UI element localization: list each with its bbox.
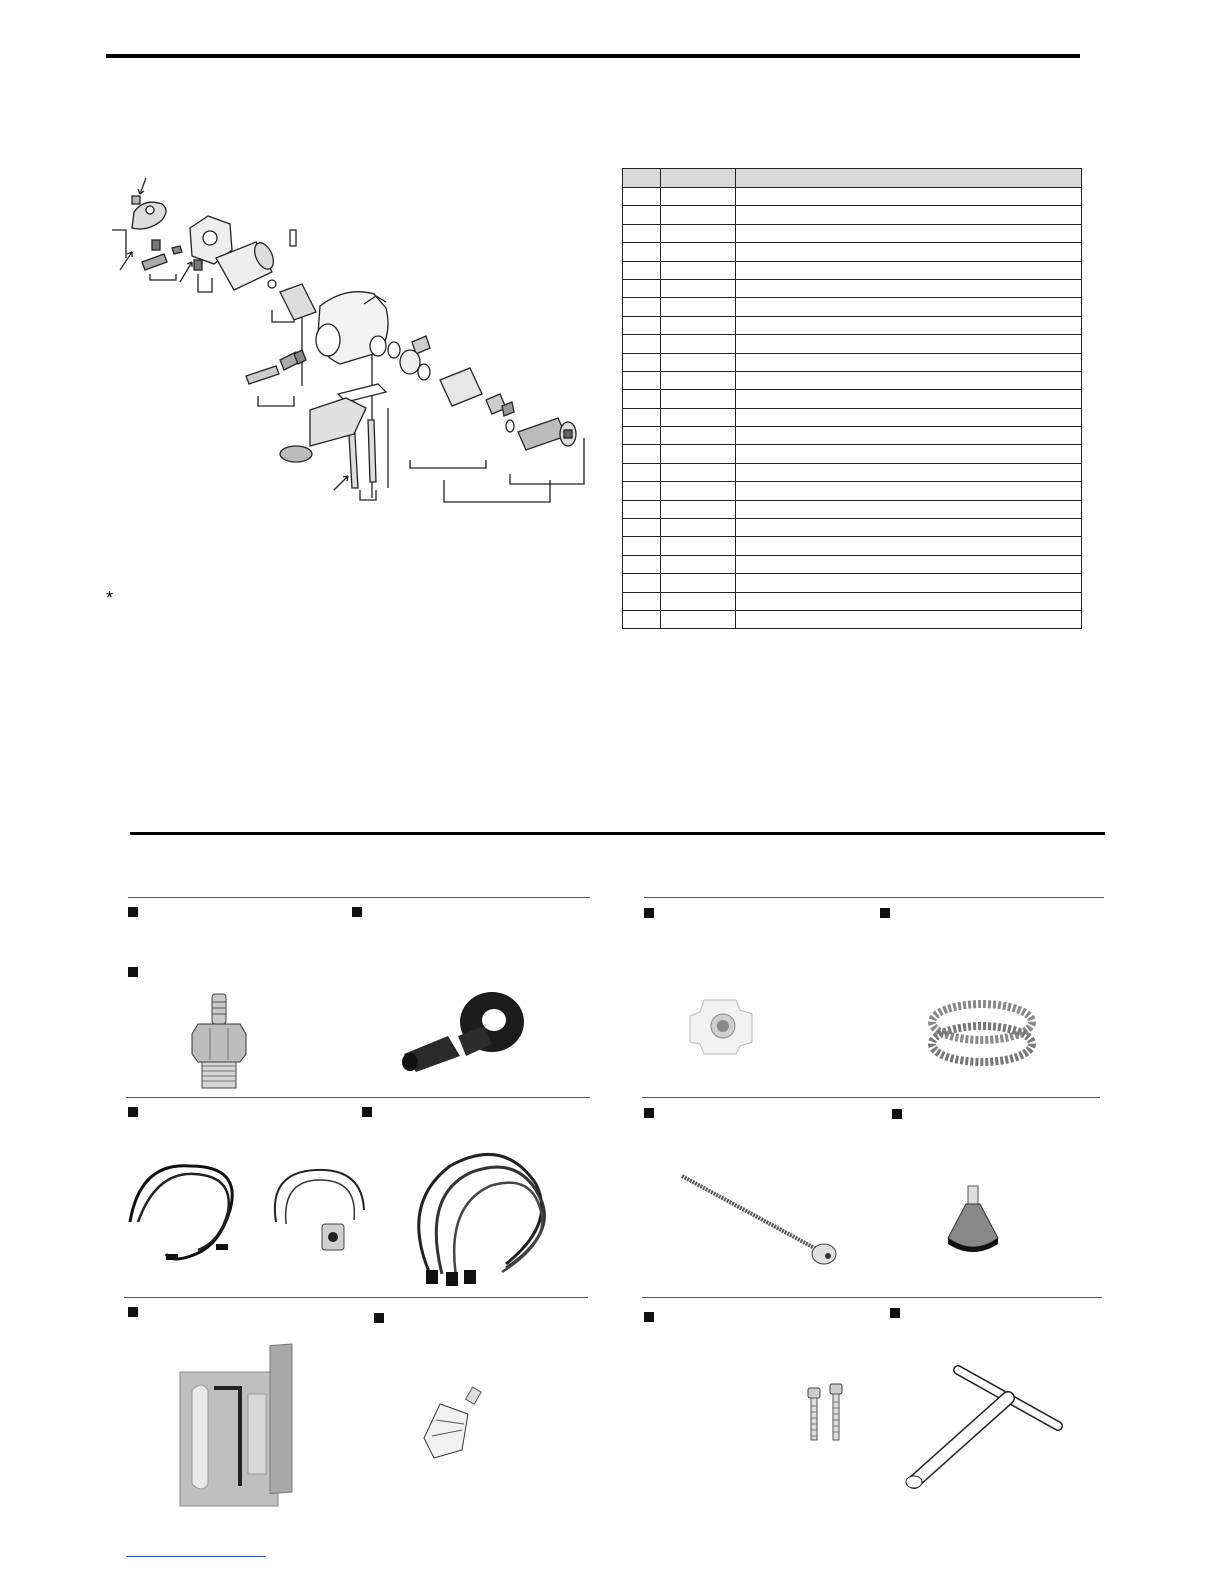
parts-table-row: [623, 519, 1082, 537]
bullet-square: [892, 1109, 902, 1119]
parts-table-cell: [661, 427, 736, 445]
parts-table-row: [623, 537, 1082, 555]
parts-table-header: [623, 169, 1082, 188]
parts-table-cell: [623, 206, 661, 224]
header-cell-description: [736, 169, 1082, 188]
parts-table-cell: [623, 445, 661, 463]
bullet-square: [374, 1313, 384, 1323]
parts-table-cell: [661, 592, 736, 610]
parts-table-cell: [623, 500, 661, 518]
parts-table-row: [623, 279, 1082, 297]
parts-table-cell: [736, 188, 1082, 206]
needle-valve-rod-image: [678, 1170, 842, 1268]
parts-table-cell: [661, 574, 736, 592]
parts-table-cell: [623, 261, 661, 279]
bullet-square: [890, 1308, 900, 1318]
parts-table-cell: [661, 224, 736, 242]
parts-table-row: [623, 224, 1082, 242]
bullet-square: [644, 1108, 654, 1118]
divider: [642, 1297, 1102, 1298]
bullet-square: [128, 907, 138, 917]
header-cell-no: [623, 169, 661, 188]
bullet-square: [880, 908, 890, 918]
parts-table-cell: [661, 243, 736, 261]
parts-table-cell: [736, 316, 1082, 334]
parts-table-cell: [623, 482, 661, 500]
parts-table-cell: [736, 555, 1082, 573]
parts-table-cell: [623, 592, 661, 610]
parts-table-cell: [736, 390, 1082, 408]
parts-table-cell: [736, 408, 1082, 426]
bullet-square: [362, 1107, 372, 1117]
divider: [642, 1097, 1100, 1098]
parts-table-cell: [623, 555, 661, 573]
parts-table-cell: [736, 537, 1082, 555]
parts-table-cell: [736, 445, 1082, 463]
bullet-square: [644, 908, 654, 918]
parts-table-row: [623, 261, 1082, 279]
lead-cables-image: [406, 1152, 554, 1286]
hex-wrench-set-image: [178, 1350, 302, 1508]
parts-table-row: [623, 335, 1082, 353]
parts-table-cell: [623, 224, 661, 242]
prop-nut-washer-image: [398, 990, 530, 1072]
parts-table-cell: [623, 279, 661, 297]
parts-table-cell: [736, 224, 1082, 242]
bullet-square: [352, 907, 362, 917]
parts-table-cell: [661, 408, 736, 426]
parts-table-cell: [736, 482, 1082, 500]
divider: [644, 897, 1104, 898]
carburetor-exploded-diagram: [106, 170, 596, 520]
divider: [124, 1297, 588, 1298]
parts-table-row: [623, 592, 1082, 610]
parts-table-cell: [736, 335, 1082, 353]
parts-table-cell: [623, 316, 661, 334]
cap-screws-image: [804, 1382, 856, 1444]
parts-table: [622, 168, 1082, 629]
parts-table-cell: [661, 610, 736, 628]
parts-table-cell: [661, 371, 736, 389]
battery-leads-image: [126, 1158, 374, 1270]
parts-table-row: [623, 390, 1082, 408]
parts-table-cell: [661, 482, 736, 500]
parts-table-cell: [736, 463, 1082, 481]
parts-table-cell: [736, 206, 1082, 224]
bullet-square: [128, 1107, 138, 1117]
parts-table-cell: [623, 335, 661, 353]
parts-table-cell: [736, 592, 1082, 610]
parts-table-row: [623, 482, 1082, 500]
parts-table-row: [623, 408, 1082, 426]
parts-table-cell: [736, 261, 1082, 279]
parts-table-cell: [623, 463, 661, 481]
parts-table-cell: [736, 371, 1082, 389]
parts-table-cell: [736, 500, 1082, 518]
parts-table-row: [623, 427, 1082, 445]
parts-table-cell: [623, 537, 661, 555]
parts-table-cell: [661, 390, 736, 408]
parts-table-cell: [736, 298, 1082, 316]
parts-table-cell: [736, 353, 1082, 371]
parts-table-cell: [623, 371, 661, 389]
parts-table-cell: [736, 610, 1082, 628]
footnote-asterisk: *: [106, 588, 114, 608]
parts-table-cell: [661, 188, 736, 206]
parts-table-cell: [661, 445, 736, 463]
parts-table-cell: [661, 555, 736, 573]
lock-washers-image: [928, 1000, 1036, 1066]
t-wrench-image: [900, 1366, 1064, 1492]
divider: [126, 1097, 590, 1098]
glow-plug-image: [190, 994, 250, 1090]
fuel-filter-image: [422, 1386, 486, 1462]
parts-table-cell: [661, 463, 736, 481]
parts-table-cell: [661, 261, 736, 279]
divider: [128, 897, 590, 898]
parts-table-cell: [623, 188, 661, 206]
parts-table-cell: [736, 574, 1082, 592]
parts-table-cell: [661, 316, 736, 334]
footer-link-underline[interactable]: [126, 1556, 266, 1557]
header-rule: [106, 54, 1080, 58]
parts-table-row: [623, 316, 1082, 334]
parts-table-cell: [623, 243, 661, 261]
header-cell-code: [661, 169, 736, 188]
parts-table-cell: [623, 298, 661, 316]
parts-table-cell: [623, 390, 661, 408]
parts-table-row: [623, 500, 1082, 518]
parts-table-row: [623, 371, 1082, 389]
parts-table-cell: [623, 408, 661, 426]
parts-table-cell: [661, 537, 736, 555]
parts-table-cell: [736, 279, 1082, 297]
parts-table-cell: [736, 427, 1082, 445]
parts-table-row: [623, 298, 1082, 316]
parts-table-row: [623, 188, 1082, 206]
parts-table-cell: [623, 574, 661, 592]
parts-table-row: [623, 610, 1082, 628]
parts-table-row: [623, 206, 1082, 224]
parts-table-row: [623, 574, 1082, 592]
parts-table-row: [623, 353, 1082, 371]
parts-table-cell: [661, 206, 736, 224]
bullet-square: [128, 1307, 138, 1317]
parts-table-cell: [661, 298, 736, 316]
parts-table-row: [623, 243, 1082, 261]
parts-table-cell: [661, 500, 736, 518]
parts-table-cell: [623, 353, 661, 371]
parts-table-cell: [661, 353, 736, 371]
section-rule: [130, 832, 1105, 835]
parts-table-cell: [661, 335, 736, 353]
parts-table-cell: [623, 427, 661, 445]
parts-table-row: [623, 463, 1082, 481]
parts-table-row: [623, 445, 1082, 463]
parts-table-row: [623, 555, 1082, 573]
bullet-square: [644, 1312, 654, 1322]
blind-nut-image: [690, 996, 754, 1056]
parts-table-cell: [623, 519, 661, 537]
parts-table-cell: [736, 243, 1082, 261]
parts-table-cell: [661, 519, 736, 537]
fuel-clunk-image: [946, 1186, 1000, 1256]
bullet-square: [128, 967, 138, 977]
parts-table-cell: [661, 279, 736, 297]
parts-table-cell: [623, 610, 661, 628]
parts-table-cell: [736, 519, 1082, 537]
